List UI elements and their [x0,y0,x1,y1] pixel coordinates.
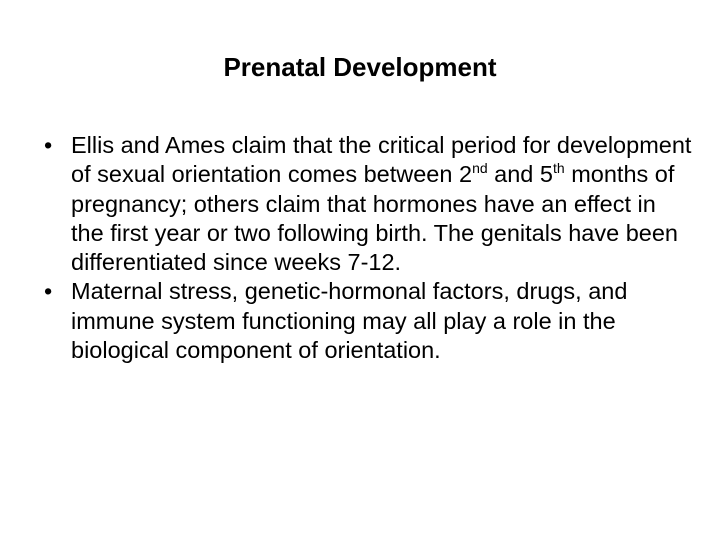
bullet-text-part: and 5 [487,161,553,188]
bullet-text: Maternal stress, genetic-hormonal factors, drugs, and immune system functioning may all play a role in the biological component of orientation. [71,278,628,364]
superscript-th: th [552,160,565,177]
bullet-item-critical-period [44,131,694,277]
bullet-marker: • [44,278,53,305]
bullet-marker: • [44,132,53,158]
bullet-item-factors [44,277,694,365]
bullet-list [44,131,694,365]
slide-title: Prenatal Development [223,52,497,82]
bullet-text-part: Ellis and Ames claim that the critical period for development of sexual orientation comes between 2 [71,132,692,188]
superscript-nd: nd [472,160,488,177]
bullet-text-part: months of pregnancy; others claim that hormones have an effect in the first year or two following birth. The genitals have been differentiated since weeks 7-12. [71,161,678,276]
